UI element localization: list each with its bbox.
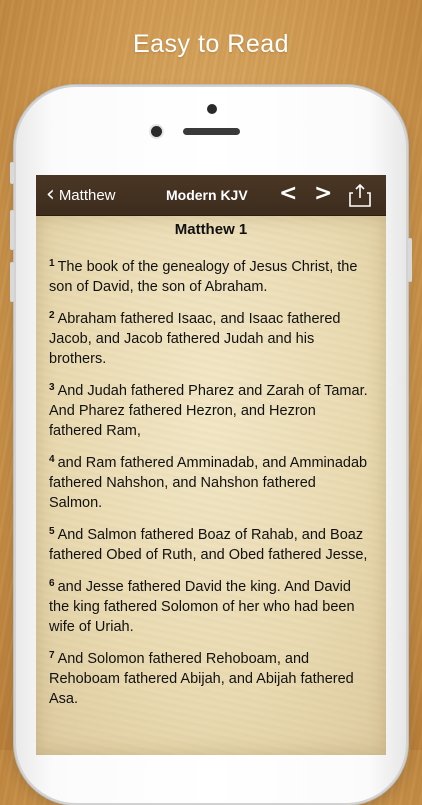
verse[interactable] [49,525,372,565]
volume-down-button [10,262,14,302]
verse-number: 1 [49,258,55,269]
share-icon[interactable] [349,183,371,207]
verse-text: The book of the genealogy of Jesus Christ, the son of David, the son of Abraham. [49,259,358,295]
verse-text: Abraham fathered Isaac, and Isaac fathered Jacob, and Jacob fathered Judah and his brothers. [49,311,341,367]
nav-title[interactable]: Modern KJV [166,187,248,203]
promo-title: Easy to Read [132,30,290,58]
chevron-left-icon: ‹ [46,182,55,207]
chapter-title: Matthew 1 [174,221,248,238]
verse[interactable] [49,649,372,709]
verse-number: 5 [49,526,55,537]
chapter-content[interactable] [36,216,386,755]
verse-text: And Judah fathered Pharez and Zarah of Tamar. And Pharez fathered Hezron, and Hezron fathered Ram, [49,383,368,439]
verse-list [36,257,386,709]
verse-number: 6 [49,578,55,589]
verse-number: 7 [49,650,55,661]
back-button[interactable] [46,175,116,215]
verse-text: And Salmon fathered Boaz of Rahab, and Boaz fathered Obed of Ruth, and Obed fathered Jesse, [49,527,368,563]
verse-number: 2 [49,310,55,321]
mute-switch [10,162,14,184]
front-camera [151,126,162,137]
volume-up-button [10,210,14,250]
power-button [408,238,412,282]
verse[interactable] [49,309,372,369]
verse-text: and Jesse fathered David the king. And David the king fathered Solomon of her who had been wife of Uriah. [49,579,355,635]
earpiece-speaker [183,128,240,135]
previous-chapter-button[interactable]: < [279,181,298,206]
phone-screen [36,175,386,755]
verse-number: 4 [49,454,55,465]
verse-number: 3 [49,382,55,393]
back-button-label: Matthew [58,186,116,204]
proximity-sensor [207,104,217,114]
next-chapter-button[interactable]: > [314,181,333,206]
verse[interactable] [49,381,372,441]
navigation-bar [36,175,386,216]
verse[interactable] [49,453,372,513]
verse-text: And Solomon fathered Rehoboam, and Rehoboam fathered Abijah, and Abijah fathered Asa. [49,651,354,707]
verse-text: and Ram fathered Amminadab, and Amminadab fathered Nahshon, and Nahshon fathered Salmon. [49,455,368,511]
verse[interactable] [49,577,372,637]
verse[interactable] [49,257,372,297]
